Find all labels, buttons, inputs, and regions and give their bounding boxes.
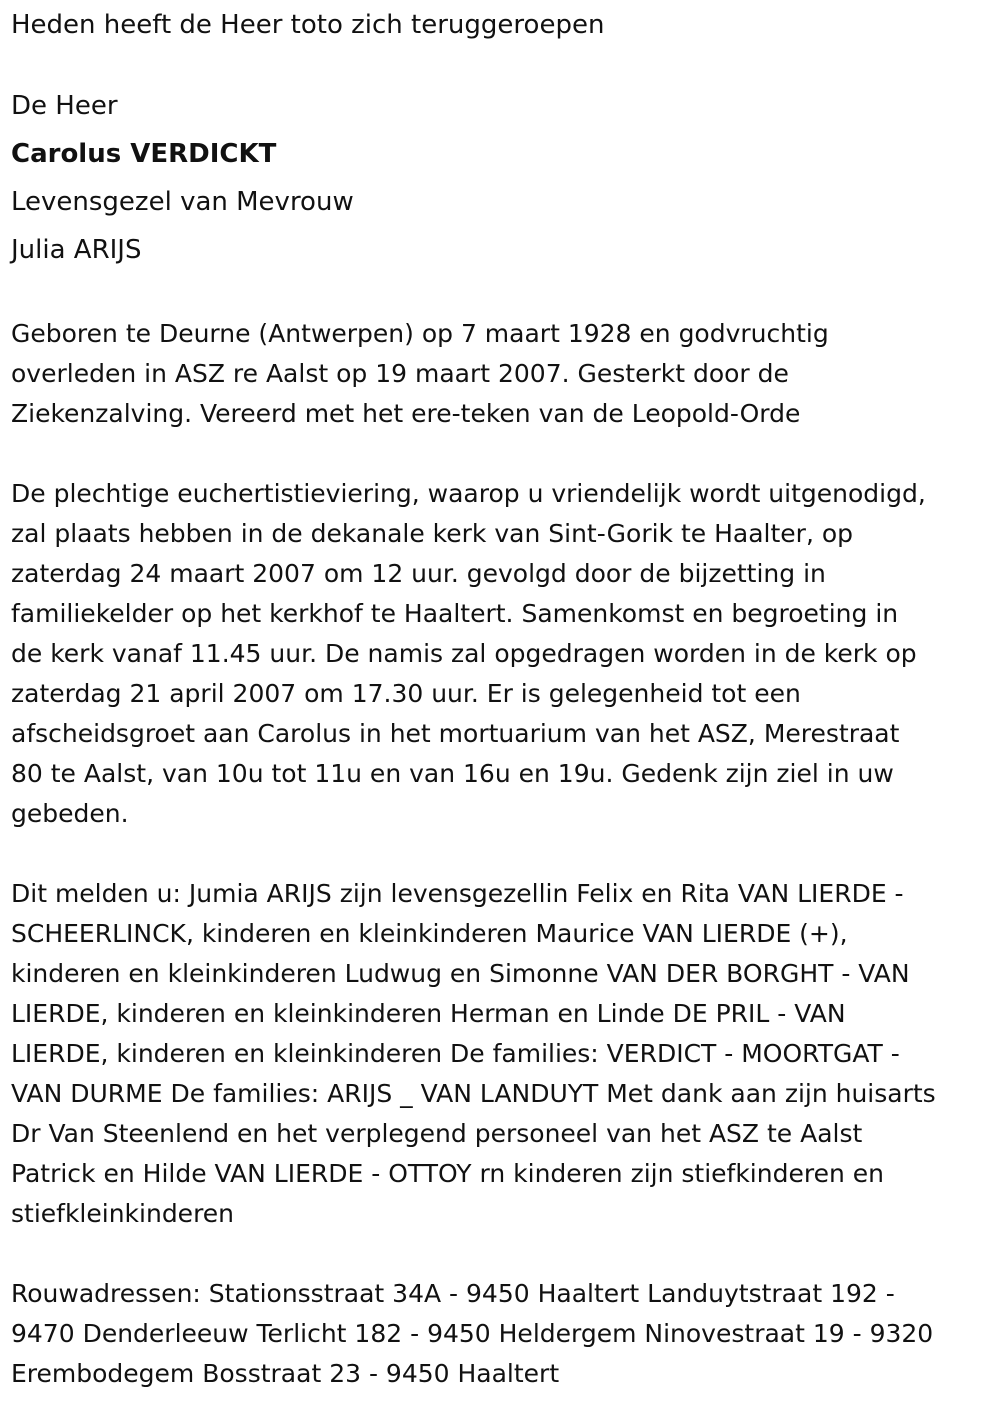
spacer bbox=[11, 274, 993, 314]
paragraph-line: afscheidsgroet aan Carolus in het mortuarium van het ASZ, Merestraat bbox=[11, 719, 900, 748]
ceremony-paragraph bbox=[11, 474, 993, 834]
obituary-notice bbox=[11, 0, 993, 1394]
paragraph-line: overleden in ASZ re Aalst op 19 maart 2007. Gesterkt door de bbox=[11, 359, 789, 388]
paragraph-line: LIERDE, kinderen en kleinkinderen De families: VERDICT - MOORTGAT - bbox=[11, 1039, 900, 1068]
partner-name: Julia ARIJS bbox=[11, 235, 142, 265]
paragraph-line: 9470 Denderleeuw Terlicht 182 - 9450 Heldergem Ninovestraat 19 - 9320 bbox=[11, 1319, 934, 1348]
paragraph-line: kinderen en kleinkinderen Ludwug en Simonne VAN DER BORGHT - VAN bbox=[11, 959, 910, 988]
paragraph-line: Patrick en Hilde VAN LIERDE - OTTOY rn kinderen zijn stiefkinderen en bbox=[11, 1159, 884, 1188]
addresses-paragraph bbox=[11, 1274, 993, 1394]
spacer bbox=[11, 834, 993, 874]
paragraph-line: LIERDE, kinderen en kleinkinderen Herman en Linde DE PRIL - VAN bbox=[11, 999, 846, 1028]
paragraph-line: VAN DURME De families: ARIJS _ VAN LANDUYT Met dank aan zijn huisarts bbox=[11, 1079, 936, 1108]
paragraph-line: SCHEERLINCK, kinderen en kleinkinderen Maurice VAN LIERDE (+), bbox=[11, 919, 848, 948]
paragraph-line: Dit melden u: Jumia ARIJS zijn levensgezellin Felix en Rita VAN LIERDE - bbox=[11, 879, 904, 908]
paragraph-line: zaterdag 21 april 2007 om 17.30 uur. Er is gelegenheid tot een bbox=[11, 679, 801, 708]
paragraph-line: de kerk vanaf 11.45 uur. De namis zal opgedragen worden in de kerk op bbox=[11, 639, 917, 668]
paragraph-line: Ziekenzalving. Vereerd met het ere-teken van de Leopold-Orde bbox=[11, 399, 801, 428]
spacer bbox=[11, 434, 993, 474]
paragraph-line: Geboren te Deurne (Antwerpen) op 7 maart 1928 en godvruchtig bbox=[11, 319, 829, 348]
relation-line: Levensgezel van Mevrouw bbox=[11, 187, 354, 217]
salutation: De Heer bbox=[11, 91, 118, 121]
spacer bbox=[11, 1234, 993, 1274]
spacer bbox=[11, 50, 993, 82]
paragraph-line: familiekelder op het kerkhof te Haaltert. Samenkomst en begroeting in bbox=[11, 599, 899, 628]
paragraph-line: zaterdag 24 maart 2007 om 12 uur. gevolgd door de bijzetting in bbox=[11, 559, 826, 588]
paragraph-line: Dr Van Steenlend en het verplegend personeel van het ASZ te Aalst bbox=[11, 1119, 863, 1148]
family-paragraph bbox=[11, 874, 993, 1234]
paragraph-line: zal plaats hebben in de dekanale kerk van Sint-Gorik te Haalter, op bbox=[11, 519, 854, 548]
intro-line: Heden heeft de Heer toto zich teruggeroepen bbox=[11, 10, 605, 40]
paragraph-line: 80 te Aalst, van 10u tot 11u en van 16u en 19u. Gedenk zijn ziel in uw bbox=[11, 759, 894, 788]
paragraph-line: Erembodegem Bosstraat 23 - 9450 Haaltert bbox=[11, 1359, 560, 1388]
paragraph-line: Rouwadressen: Stationsstraat 34A - 9450 Haaltert Landuytstraat 192 - bbox=[11, 1279, 895, 1308]
deceased-name: Carolus VERDICKT bbox=[11, 139, 277, 169]
birth-death-paragraph bbox=[11, 314, 993, 434]
paragraph-line: stiefkleinkinderen bbox=[11, 1199, 235, 1228]
paragraph-line: gebeden. bbox=[11, 799, 129, 828]
paragraph-line: De plechtige euchertistieviering, waarop u vriendelijk wordt uitgenodigd, bbox=[11, 479, 926, 508]
